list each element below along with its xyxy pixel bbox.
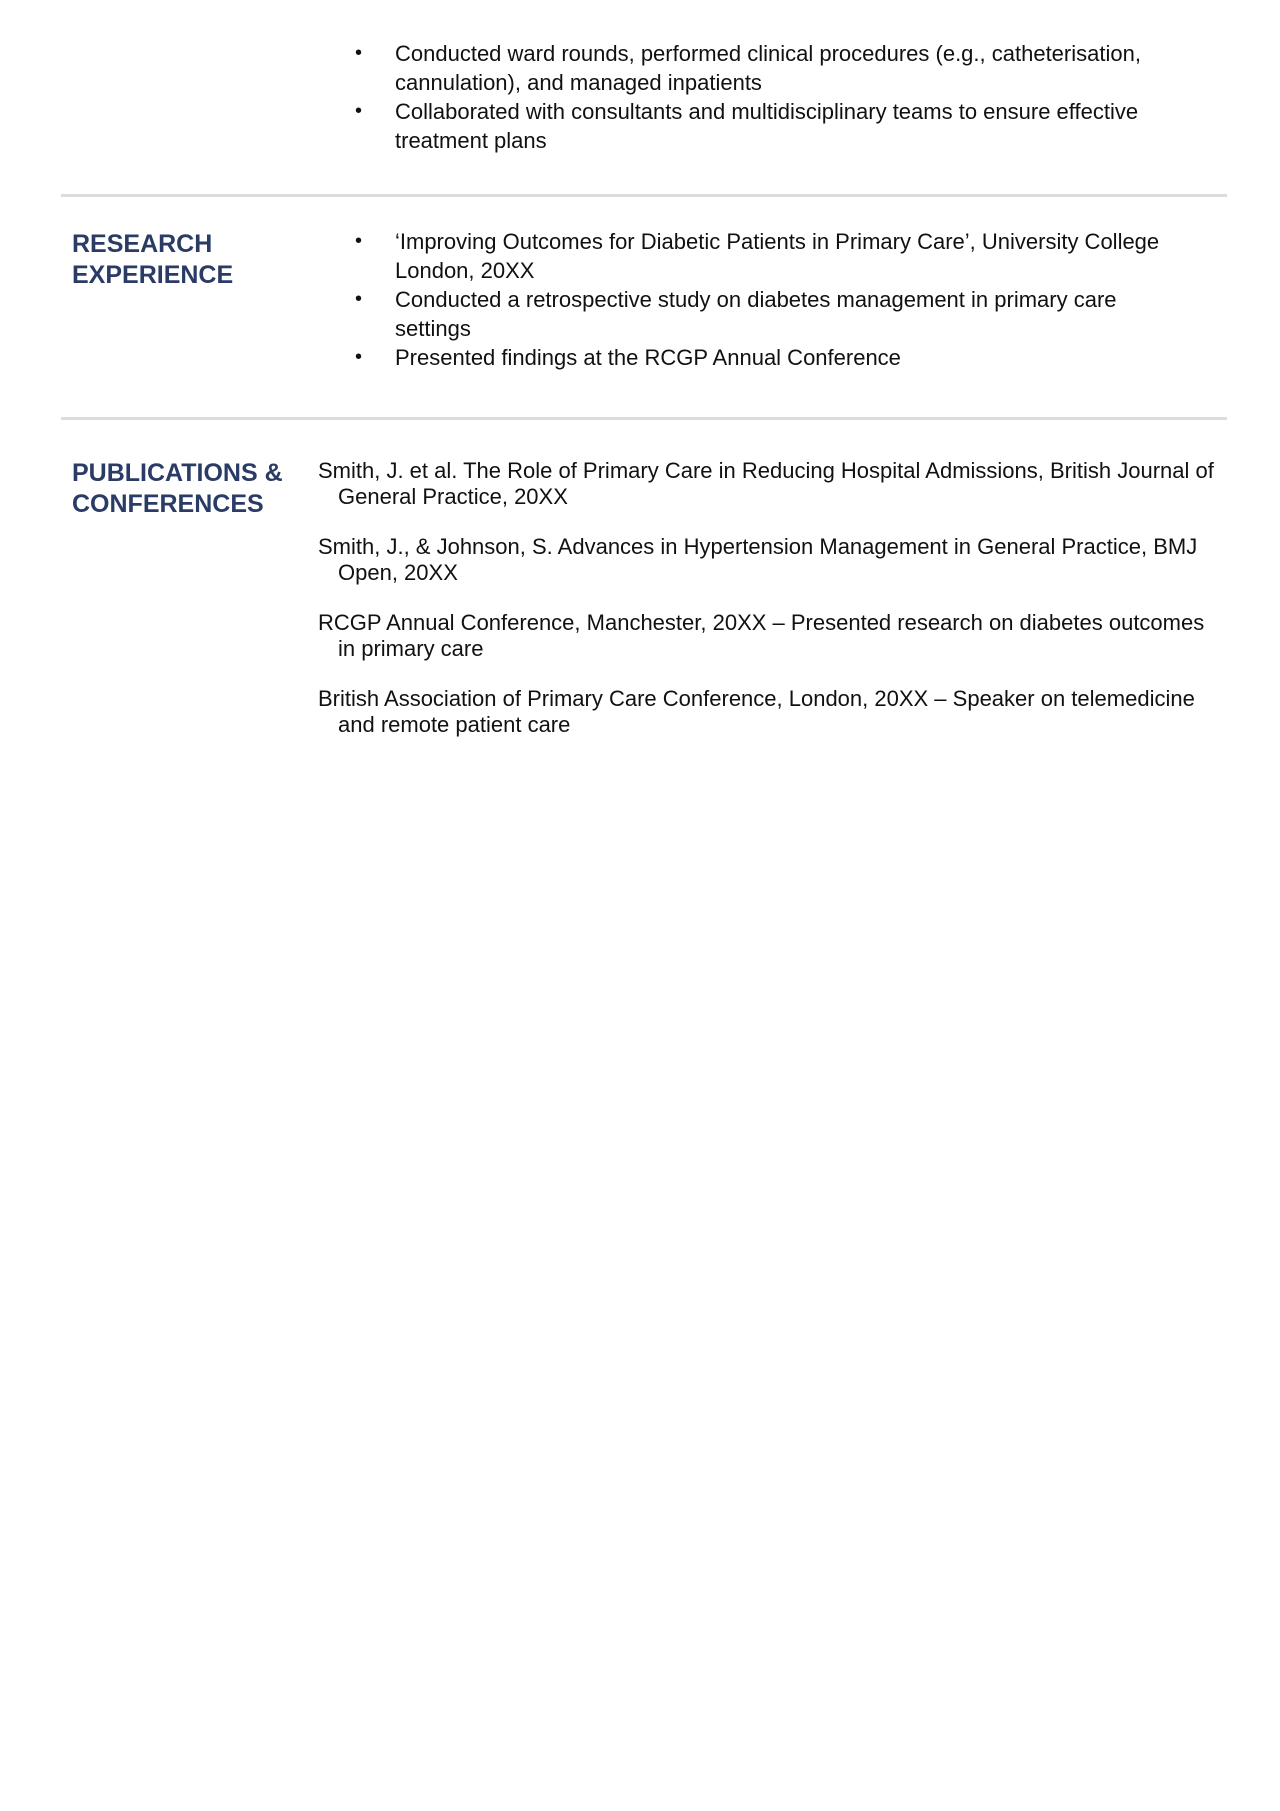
publication-entry: Smith, J. et al. The Role of Primary Care in Reducing Hospital Admissions, British Journal of General Practice, 20XX [318,458,1214,509]
bullet-icon: • [355,346,363,368]
publication-entry: RCGP Annual Conference, Manchester, 20XX – Presented research on diabetes outcomes in primary care [318,610,1205,661]
list-item [350,97,1180,155]
bullet-icon: • [355,42,363,64]
bullet-text: Presented findings at the RCGP Annual Conference [395,345,901,370]
bullet-text: Collaborated with consultants and multidisciplinary teams to ensure effective treatment plans [395,99,1139,153]
section-divider [61,194,1227,197]
bullet-icon: • [355,230,363,252]
list-item [350,227,1180,285]
list-item [350,39,1180,97]
list-item [350,285,1180,343]
publication-entry: Smith, J., & Johnson, S. Advances in Hypertension Management in General Practice, BMJ Open, 20XX [318,534,1198,585]
continued-experience-section [350,39,1180,155]
list-item [350,343,1180,372]
research-experience-heading [72,229,233,291]
continued-bullet-list [350,39,1180,155]
bullet-text: Conducted a retrospective study on diabetes management in primary care settings [395,287,1117,341]
heading-line: EXPERIENCE [72,261,234,289]
research-bullet-list [350,227,1180,372]
bullet-text: ‘Improving Outcomes for Diabetic Patients in Primary Care’, University College London, 20XX [395,229,1160,283]
publications-conferences-heading [72,458,283,520]
research-experience-body [350,227,1180,372]
bullet-icon: • [355,288,363,310]
bullet-icon: • [355,100,363,122]
bullet-text: Conducted ward rounds, performed clinical procedures (e.g., catheterisation, cannulation), and managed inpatients [395,41,1141,95]
heading-line: PUBLICATIONS & [72,459,283,487]
heading-line: CONFERENCES [72,490,264,518]
section-divider [61,417,1227,420]
publications-conferences-body [318,458,1218,762]
publications-list [318,458,1218,738]
heading-line: RESEARCH [72,230,213,258]
publication-entry: British Association of Primary Care Conference, London, 20XX – Speaker on telemedicine and remote patient care [318,686,1195,737]
